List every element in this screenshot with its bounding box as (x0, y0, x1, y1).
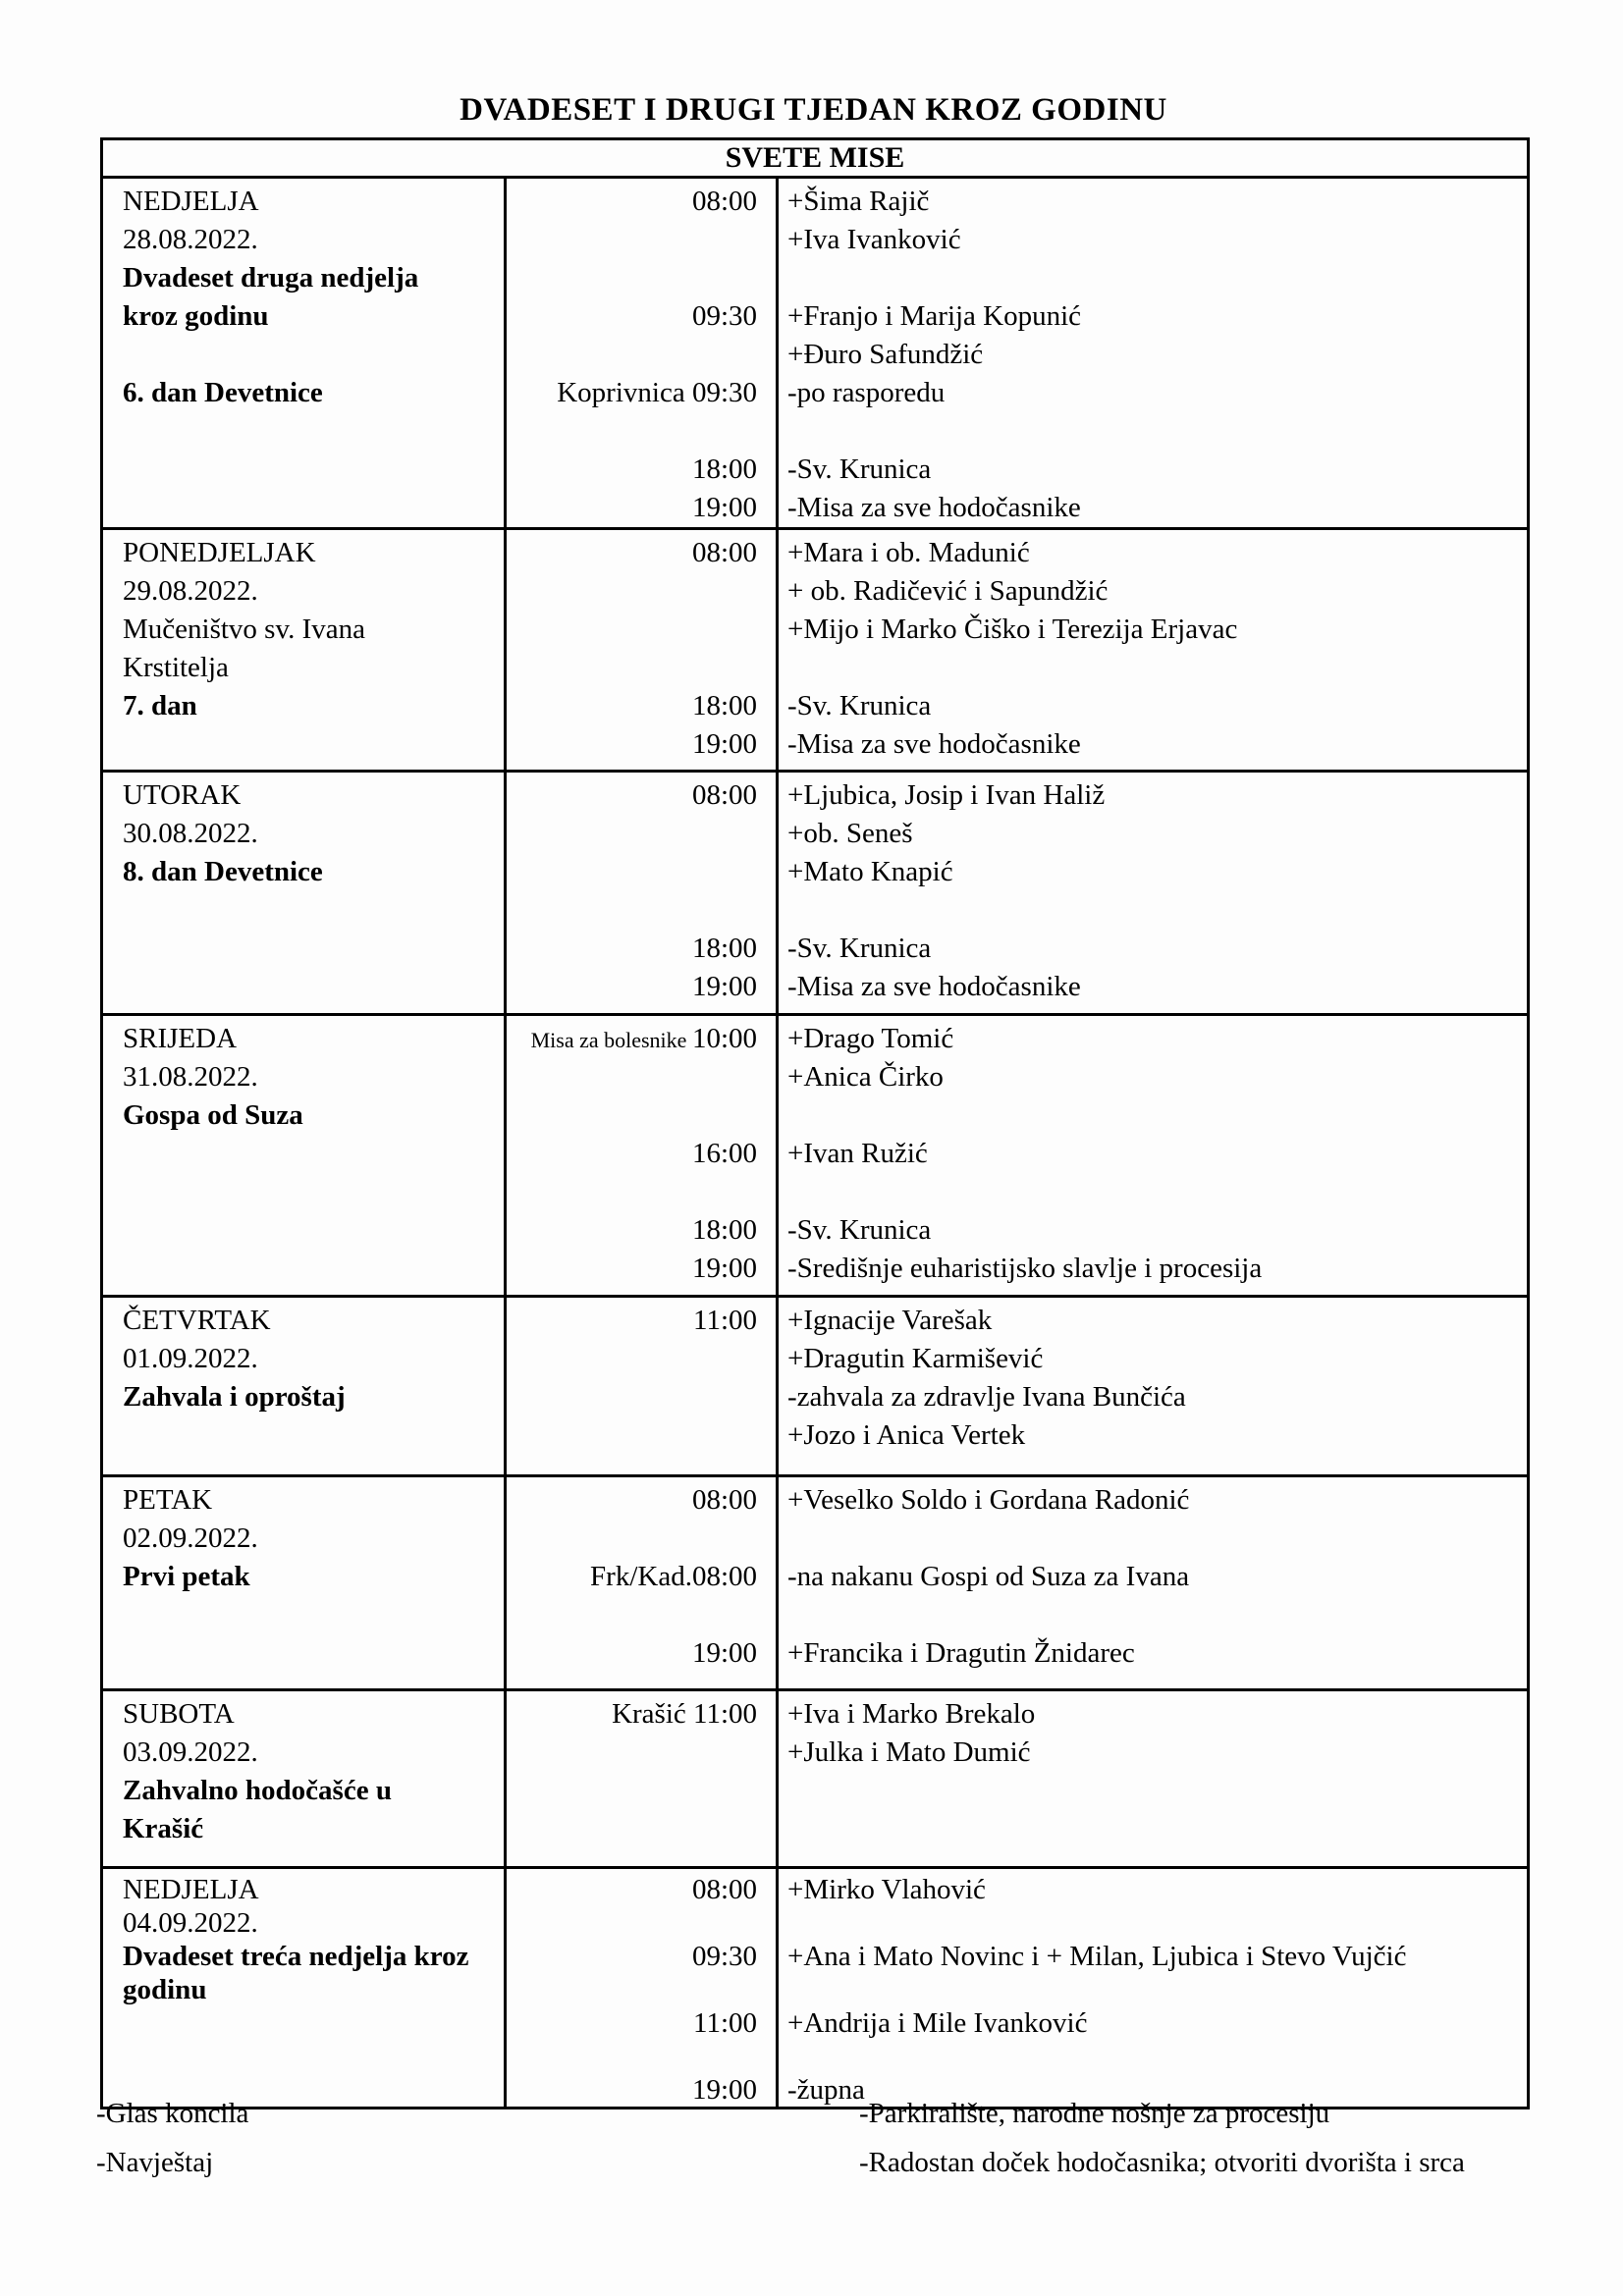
table-row (102, 1868, 1529, 2109)
day-cell (102, 1015, 506, 1297)
time-line: 08:00 (691, 537, 757, 568)
day-line: Prvi petak (123, 1561, 250, 1592)
table-row (102, 178, 1529, 529)
day-line: 02.09.2022. (123, 1522, 258, 1554)
footer-note: -Parkiralište, narodne nošnje za procesiju (859, 2098, 1330, 2129)
footer-note: -Radostan doček hodočasnika; otvoriti dvorišta i srca (859, 2147, 1465, 2178)
intention-line: +Veselko Soldo i Gordana Radonić (787, 1484, 1190, 1516)
intention-line: +Mato Knapić (787, 856, 953, 887)
day-cell (102, 1690, 506, 1868)
time-line: 19:00 (691, 728, 757, 760)
time-line: 09:30 (691, 300, 757, 332)
intention-line: -Misa za sve hodočasnike (787, 971, 1081, 1002)
time-line (507, 1173, 757, 1211)
intention-cell (778, 772, 1529, 1015)
time-line: 18:00 (691, 690, 757, 721)
page-title: DVADESET I DRUGI TJEDAN KROZ GODINU (460, 92, 1167, 128)
intention-line: -po rasporedu (787, 377, 946, 408)
day-line: kroz godinu (123, 300, 269, 332)
time-line: 18:00 (691, 933, 757, 964)
time-line (507, 853, 757, 891)
intention-line: -Misa za sve hodočasnike (787, 728, 1081, 760)
time-cell (506, 1476, 778, 1690)
time-cell (506, 178, 778, 529)
time-line: 19:00 (691, 971, 757, 1002)
day-line: Zahvala i oproštaj (123, 1381, 346, 1413)
day-line: UTORAK (123, 779, 242, 811)
intention-line (787, 1596, 1521, 1634)
intention-line: + ob. Radičević i Sapundžić (787, 575, 1109, 607)
time-line: Misa za bolesnike 10:00 (530, 1023, 757, 1054)
day-line: 03.09.2022. (123, 1736, 258, 1768)
time-line (507, 412, 757, 451)
table-header-row (102, 139, 1529, 178)
day-line: Zahvalno hodočašće u (123, 1775, 392, 1806)
day-cell (102, 772, 506, 1015)
time-line: 19:00 (691, 1637, 757, 1669)
day-line: NEDJELJA (123, 186, 259, 217)
time-note: Misa za bolesnike (530, 1028, 692, 1052)
day-line: 30.08.2022. (123, 818, 258, 849)
intention-line: -Sv. Krunica (787, 1214, 932, 1246)
time-line (507, 221, 757, 259)
intention-line: +Ljubica, Josip i Ivan Haliž (787, 779, 1106, 811)
day-line: 29.08.2022. (123, 575, 258, 607)
footer-right-notes (859, 2089, 1465, 2187)
table-header: SVETE MISE (102, 139, 1529, 178)
time-line: 16:00 (691, 1138, 757, 1169)
day-line: Krstitelja (123, 652, 229, 683)
mass-schedule-table (100, 137, 1530, 2109)
time-line (507, 1973, 757, 2006)
intention-line (787, 1973, 1521, 2006)
time-line: 18:00 (691, 454, 757, 485)
intention-line (787, 259, 1521, 297)
day-cell (102, 1297, 506, 1476)
intention-line: +Šima Rajič (787, 186, 930, 217)
intention-line (787, 1096, 1521, 1135)
intention-line: -Sv. Krunica (787, 933, 932, 964)
table-row (102, 1015, 1529, 1297)
footer-note: -Glas koncila (96, 2098, 249, 2129)
intention-line: +Jozo i Anica Vertek (787, 1419, 1026, 1451)
time-line (507, 1906, 757, 1940)
time-line (507, 1520, 757, 1558)
time-line: 09:30 (691, 1941, 757, 1972)
day-line: 8. dan Devetnice (123, 856, 323, 887)
table-body (102, 178, 1529, 2109)
time-line (507, 2040, 757, 2073)
day-line: ČETVRTAK (123, 1305, 271, 1336)
time-cell (506, 1297, 778, 1476)
time-line (507, 891, 757, 930)
day-line: SUBOTA (123, 1698, 235, 1730)
time-line (507, 1096, 757, 1135)
time-line: 19:00 (691, 2074, 757, 2106)
intention-line: -na nakanu Gospi od Suza za Ivana (787, 1561, 1190, 1592)
intention-line: +Mirko Vlahović (787, 1874, 986, 1905)
table-row (102, 529, 1529, 772)
day-cell (102, 529, 506, 772)
table-row (102, 1297, 1529, 1476)
intention-line: +Andrija i Mile Ivanković (787, 2007, 1088, 2039)
intention-line: +Anica Čirko (787, 1061, 944, 1093)
day-line: Mučeništvo sv. Ivana (123, 614, 365, 645)
intention-line: -Sv. Krunica (787, 690, 932, 721)
intention-line: -Središnje euharistijsko slavlje i procesija (787, 1253, 1263, 1284)
intention-line (787, 412, 1521, 451)
day-line: 28.08.2022. (123, 224, 258, 255)
intention-line: +Ana i Mato Novinc i + Milan, Ljubica i Stevo Vujčić (787, 1941, 1407, 1972)
intention-line: +Dragutin Karmišević (787, 1343, 1044, 1374)
time-line: 08:00 (691, 1874, 757, 1905)
intention-cell (778, 529, 1529, 772)
day-line: PETAK (123, 1484, 213, 1516)
intention-line: +Iva Ivanković (787, 224, 961, 255)
intention-cell (778, 1476, 1529, 1690)
day-line: SRIJEDA (123, 1023, 238, 1054)
day-line: NEDJELJA (123, 1874, 259, 1905)
intention-line (787, 649, 1521, 687)
intention-line: +Iva i Marko Brekalo (787, 1698, 1036, 1730)
day-cell (102, 1868, 506, 2109)
table-row (102, 1690, 1529, 1868)
day-line: godinu (123, 1974, 207, 2005)
intention-cell (778, 1868, 1529, 2109)
day-line: Gospa od Suza (123, 1099, 303, 1131)
table-row (102, 1476, 1529, 1690)
intention-line: +Đuro Safundžić (787, 339, 984, 370)
day-line: 7. dan (123, 690, 197, 721)
time-cell (506, 772, 778, 1015)
time-cell (506, 529, 778, 772)
time-line (507, 649, 757, 687)
intention-cell (778, 178, 1529, 529)
intention-line: -župna (787, 2074, 865, 2106)
time-line (507, 611, 757, 649)
day-line: 6. dan Devetnice (123, 377, 323, 408)
intention-line: +Ignacije Varešak (787, 1305, 993, 1336)
intention-cell (778, 1690, 1529, 1868)
day-line: PONEDJELJAK (123, 537, 316, 568)
time-line (507, 259, 757, 297)
intention-line (787, 891, 1521, 930)
intention-line: +Franjo i Marija Kopunić (787, 300, 1082, 332)
time-line: Krašić 11:00 (612, 1698, 757, 1730)
intention-line (787, 2040, 1521, 2073)
intention-line: +ob. Seneš (787, 818, 913, 849)
time-line (507, 815, 757, 853)
time-cell (506, 1690, 778, 1868)
time-cell (506, 1015, 778, 1297)
day-cell (102, 178, 506, 529)
time-line: 18:00 (691, 1214, 757, 1246)
time-line: Koprivnica 09:30 (557, 377, 757, 408)
day-line: Dvadeset druga nedjelja (123, 262, 419, 294)
time-line (507, 1596, 757, 1634)
table-row (102, 772, 1529, 1015)
time-line: 08:00 (691, 186, 757, 217)
intention-line: +Mara i ob. Madunić (787, 537, 1030, 568)
time-line (507, 572, 757, 611)
intention-line: -zahvala za zdravlje Ivana Bunčića (787, 1381, 1186, 1413)
intention-line: +Ivan Ružić (787, 1138, 928, 1169)
intention-line: -Sv. Krunica (787, 454, 932, 485)
day-line: Dvadeset treća nedjelja kroz (123, 1941, 469, 1972)
time-cell (506, 1868, 778, 2109)
time-line: Frk/Kad.08:00 (590, 1561, 757, 1592)
day-line (123, 336, 498, 374)
intention-line (787, 1520, 1521, 1558)
day-cell (102, 1476, 506, 1690)
intention-line: +Francika i Dragutin Žnidarec (787, 1637, 1135, 1669)
intention-line: +Mijo i Marko Čiško i Terezija Erjavac (787, 614, 1238, 645)
time-line: 19:00 (691, 1253, 757, 1284)
footer-left-notes (96, 2089, 248, 2187)
intention-line: +Drago Tomić (787, 1023, 954, 1054)
time-line (507, 1058, 757, 1096)
intention-line: -Misa za sve hodočasnike (787, 492, 1081, 523)
intention-line (787, 1906, 1521, 1940)
day-line: 31.08.2022. (123, 1061, 258, 1093)
intention-line: +Julka i Mato Dumić (787, 1736, 1031, 1768)
footer-note: -Navještaj (96, 2147, 214, 2178)
day-line: Krašić (123, 1813, 204, 1844)
day-line: 01.09.2022. (123, 1343, 258, 1374)
time-line: 11:00 (693, 2007, 757, 2039)
time-line: 08:00 (691, 779, 757, 811)
intention-cell (778, 1297, 1529, 1476)
intention-line (787, 1173, 1521, 1211)
time-line: 19:00 (691, 492, 757, 523)
time-line (507, 336, 757, 374)
day-line: 04.09.2022. (123, 1907, 258, 1939)
time-line: 08:00 (691, 1484, 757, 1516)
time-line: 11:00 (693, 1305, 757, 1336)
intention-cell (778, 1015, 1529, 1297)
